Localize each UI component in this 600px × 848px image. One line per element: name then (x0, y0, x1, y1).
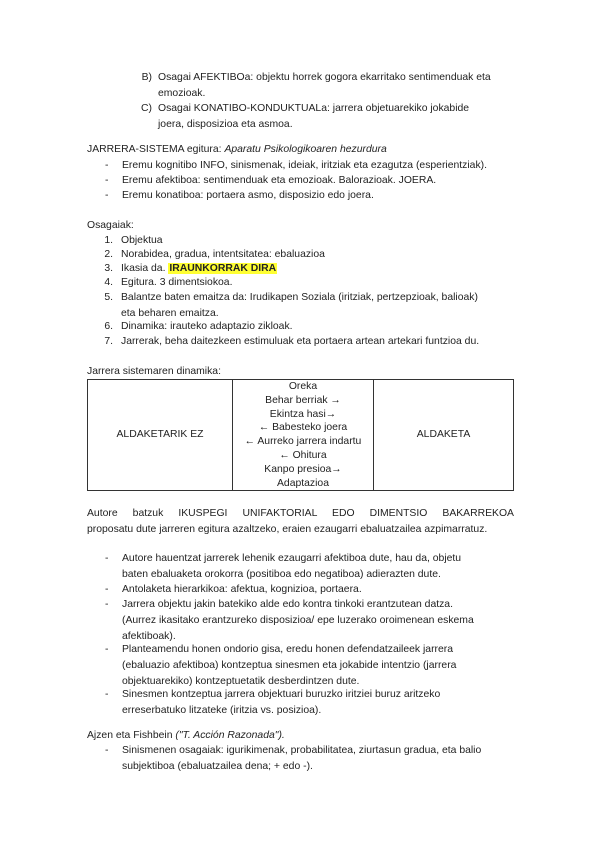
list-number: 1. (104, 235, 113, 246)
bullet-dash: - (105, 599, 109, 610)
bullet-text (122, 687, 514, 719)
bullet-text (122, 642, 514, 690)
text-line: baten ebaluaketa orokorra (positiboa edo negatiboa) adierazten dute. (122, 569, 441, 580)
bullet-text: Eremu konatiboa: portaera asmo, disposizio edo joera. (122, 190, 374, 201)
bullet-text: Eremu kognitibo INFO, sinismenak, ideiak, iritziak eta ezagutza (esperientziak). (122, 160, 487, 171)
process-step: Oreka (288, 381, 318, 392)
bullet-text (122, 743, 514, 775)
process-step: Behar berriak → (265, 394, 341, 406)
text-span: Ikasia da. (121, 263, 169, 274)
bullet-dash: - (105, 175, 109, 186)
text-line: joera, disposizioa eta asmoa. (158, 119, 293, 130)
list-item-text: Objektua (121, 235, 163, 246)
bullet-text (122, 551, 514, 583)
list-number: 2. (104, 249, 113, 260)
text-line: Balantze baten emaitza da: Irudikapen Soziala (iritziak, pertzepzioak, balioak) (121, 292, 478, 303)
section-heading: Osagaiak: (87, 220, 134, 231)
list-item-text: Norabidea, gradua, intentsitatea: ebaluazioa (121, 249, 325, 260)
list-item-text (158, 70, 523, 102)
text-line: afektiboak). (122, 631, 176, 642)
highlighted-text: IRAUNKORRAK DIRA (169, 263, 277, 274)
text-line: erreserbatuko litzateke (iritzia vs. posizioa). (122, 705, 322, 716)
text-line: objektuarekiko) kontzeptuetatik desberdintzen dute. (122, 676, 360, 687)
text-line: Sinesmen kontzeptua jarrera objektuari buruzko iritziei buruz aritzeko (122, 689, 441, 700)
bullet-dash: - (105, 745, 109, 756)
text-line: emozioak. (158, 88, 206, 99)
text-line: (Aurrez ikasitako erantzureko disposizioa/ epe luzerako oroimenean eskema (122, 615, 474, 626)
process-step: Adaptazioa (277, 477, 329, 489)
text-line: Autore hauentzat jarrerek lehenik ezaugarri afektiboa dute, hau da, objetu (122, 553, 462, 564)
heading-text: JARRERA-SISTEMA egitura: (87, 144, 225, 155)
text-line: Autore batzuk IKUSPEGI UNIFAKTORIAL EDO DIMENTSIO BAKARREKOA (87, 508, 514, 519)
table-cell-change: ALDAKETA (374, 380, 514, 491)
bullet-text: Antolaketa hierarkikoa: afektua, kognizioa, portaera. (122, 584, 362, 595)
text-line: Planteamendu honen ondorio gisa, eredu honen defendatzaileek jarrera (122, 644, 454, 655)
bullet-dash: - (105, 160, 109, 171)
heading-text: Ajzen eta Fishbein (87, 730, 176, 741)
list-item-text: Jarrerak, beha daitezkeen estimuluak eta portaera artean artekari funtzioa du. (121, 336, 480, 347)
process-step: ← Aurreko jarrera indartu (244, 436, 362, 448)
list-item-text: Dinamika: irauteko adaptazio zikloak. (121, 321, 293, 332)
text-line: Jarrera objektu jakin batekiko alde edo kontra tinkoki erantzutean datza. (122, 599, 453, 610)
paragraph (87, 506, 514, 538)
text-line: Sinismenen osagaiak: igurikimenak, probabilitatea, ziurtasun gradua, eta balio (122, 745, 482, 756)
section-heading (87, 728, 285, 744)
bullet-dash: - (105, 553, 109, 564)
process-step: ← Babesteko joera (258, 422, 348, 434)
process-step: Ekintza hasi→ (269, 408, 337, 420)
bullet-dash: - (105, 644, 109, 655)
list-number: 6. (104, 321, 113, 332)
bullet-dash: - (105, 584, 109, 595)
bullet-dash: - (105, 190, 109, 201)
list-number: 7. (104, 336, 113, 347)
dynamics-table (87, 379, 514, 491)
list-marker: C) (141, 103, 152, 114)
table-cell-no-change: ALDAKETARIK EZ (88, 380, 233, 491)
bullet-text: Eremu afektiboa: sentimenduak eta emozioak. Balorazioak. JOERA. (122, 175, 437, 186)
list-number: 5. (104, 292, 113, 303)
list-item-text (158, 101, 523, 133)
list-item-text: Egitura. 3 dimentsiokoa. (121, 277, 233, 288)
heading-italic: Aparatu Psikologikoaren hezurdura (224, 144, 387, 155)
section-heading (87, 142, 387, 158)
text-line: eta beharen emaitza. (121, 308, 219, 319)
text-line: proposatu dute jarreren egitura azaltzeko, eraien ezaugarri ebaluatzailea azpimarratuz. (87, 524, 488, 535)
list-number: 4. (104, 277, 113, 288)
bullet-dash: - (105, 689, 109, 700)
table-cell-process (233, 380, 374, 491)
list-marker: B) (141, 72, 152, 83)
section-heading: Jarrera sistemaren dinamika: (87, 366, 221, 377)
text-line: subjektiboa (ebaluatzailea dena; + edo -). (122, 761, 313, 772)
text-line: Osagai KONATIBO-KONDUKTUALa: jarrera objetuarekiko jokabide (158, 103, 470, 114)
list-item-text (121, 290, 521, 322)
bullet-text (122, 597, 514, 645)
text-line: Osagai AFEKTIBOa: objektu horrek gogora ekarritako sentimenduak eta (158, 72, 491, 83)
process-step: Kanpo presioa→ (264, 463, 342, 475)
heading-italic: ("T. Acción Razonada"). (175, 730, 285, 741)
list-number: 3. (104, 263, 113, 274)
process-step: ← Ohitura (279, 449, 327, 461)
text-line: (ebaluazio afektiboa) kontzeptua sinesmen eta jokabide intentzio (jarrera (122, 660, 457, 671)
